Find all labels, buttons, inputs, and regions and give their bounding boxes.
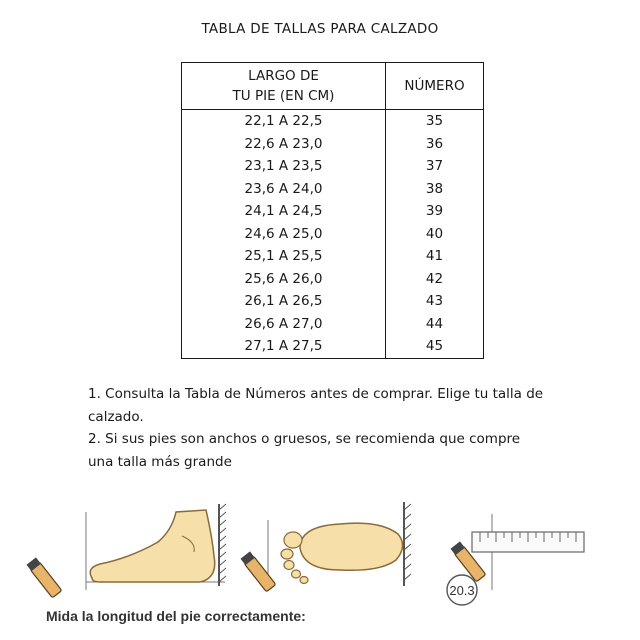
shoe-number-cell: 37 [425, 158, 444, 175]
foot-length-cell: 23,6 A 24,0 [182, 178, 386, 201]
size-table-body [182, 110, 484, 359]
table-row [182, 110, 484, 133]
measurement-label: 20.3 [449, 583, 475, 598]
table-header-row [182, 63, 484, 110]
foot-length-cell: 26,1 A 26,5 [182, 290, 386, 313]
table-row [182, 133, 484, 156]
shoe-number-cell: 44 [425, 315, 444, 332]
table-row [182, 178, 484, 201]
shoe-number-cell: 43 [425, 293, 444, 310]
table-row [182, 223, 484, 246]
size-table [181, 62, 484, 359]
foot-measure-illustration [0, 490, 640, 610]
shoe-number-cell: 39 [425, 203, 444, 220]
foot-length-cell: 26,6 A 27,0 [182, 313, 386, 336]
measure-caption: Mida la longitud del pie correctamente: [46, 608, 306, 624]
page-title: TABLA DE TALLAS PARA CALZADO [201, 21, 439, 37]
shoe-number-cell: 38 [425, 180, 444, 197]
foot-length-cell: 23,1 A 23,5 [182, 155, 386, 178]
foot-length-cell: 25,1 A 25,5 [182, 245, 386, 268]
side-foot-panel [26, 504, 226, 598]
notes [88, 383, 548, 473]
table-row [182, 200, 484, 223]
header-foot-length [182, 63, 386, 110]
table-row [182, 313, 484, 336]
foot-length-cell: 22,1 A 22,5 [182, 110, 386, 133]
table-row [182, 245, 484, 268]
top-foot-shape [300, 523, 403, 570]
header-number: NÚMERO [386, 63, 484, 110]
foot-length-cell: 24,6 A 25,0 [182, 223, 386, 246]
table-row [182, 155, 484, 178]
header-length-line2: TU PIE (EN CM) [232, 88, 335, 104]
shoe-number-cell: 45 [425, 338, 444, 355]
top-foot-panel [240, 502, 411, 592]
shoe-number-cell: 42 [425, 270, 444, 287]
side-foot-shape [90, 510, 215, 582]
foot-length-cell: 27,1 A 27,5 [182, 335, 386, 358]
shoe-number-cell: 40 [425, 225, 444, 242]
foot-length-cell: 24,1 A 24,5 [182, 200, 386, 223]
table-row [182, 335, 484, 358]
header-length-line1: LARGO DE [248, 68, 319, 84]
ruler-panel [447, 514, 584, 605]
shoe-number-cell: 35 [425, 113, 444, 130]
foot-length-cell: 22,6 A 23,0 [182, 133, 386, 156]
table-row [182, 290, 484, 313]
table-row [182, 268, 484, 291]
shoe-number-cell: 36 [425, 135, 444, 152]
foot-length-cell: 25,6 A 26,0 [182, 268, 386, 291]
shoe-number-cell: 41 [425, 248, 444, 265]
note-2: 2. Si sus pies son anchos o gruesos, se recomienda que compre una talla más grande [88, 431, 521, 470]
note-1: 1. Consulta la Tabla de Números antes de comprar. Elige tu talla de calzado. [88, 386, 544, 425]
pencil-icon [240, 551, 275, 591]
pencil-icon [26, 557, 61, 597]
